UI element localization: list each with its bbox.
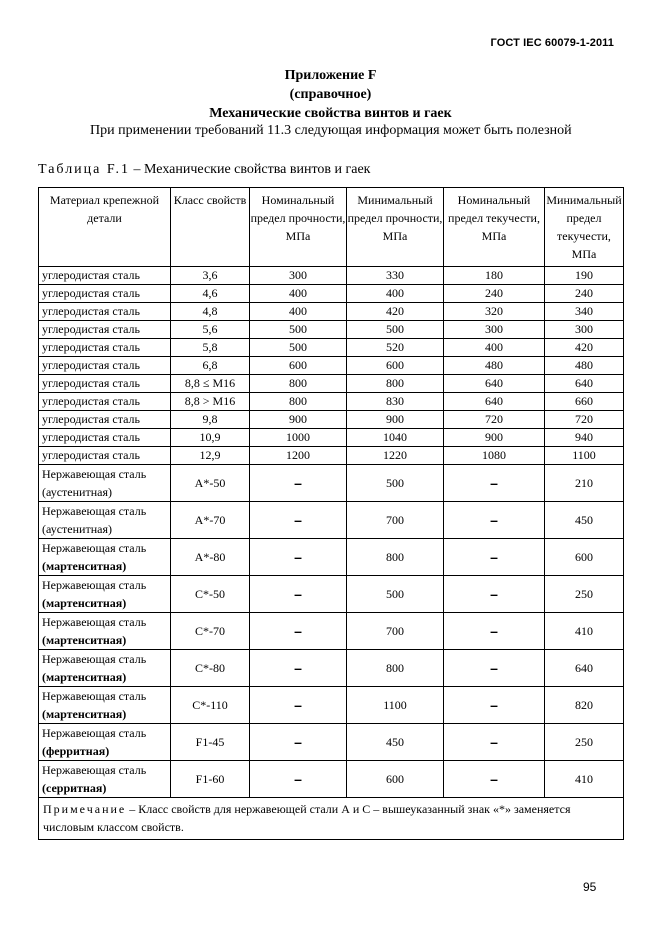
nominal-tensile-cell: 1200 [250, 447, 347, 465]
class-cell: С*-80 [171, 650, 250, 687]
min-yield-cell: 420 [545, 339, 624, 357]
nominal-yield-cell: – [444, 502, 545, 539]
min-tensile-cell: 1100 [347, 687, 444, 724]
material-line: Нержавеющая сталь [42, 763, 147, 777]
min-yield-cell: 640 [545, 650, 624, 687]
material-subtype: (ферритная) [42, 744, 110, 758]
material-line: Нержавеющая сталь [42, 652, 147, 666]
nominal-tensile-cell: – [250, 687, 347, 724]
class-cell: А*-80 [171, 539, 250, 576]
material-cell [39, 576, 171, 613]
min-tensile-cell: 700 [347, 502, 444, 539]
nominal-yield-cell: 480 [444, 357, 545, 375]
table-row [39, 375, 624, 393]
class-cell: 12,9 [171, 447, 250, 465]
table-row [39, 429, 624, 447]
table-row [39, 539, 624, 576]
mechanical-properties-table [38, 187, 624, 840]
annex-title: Приложение F [284, 68, 377, 83]
material-cell: углеродистая сталь [39, 285, 171, 303]
annex-kind: (справочное) [289, 87, 372, 102]
header-nominal-tensile: Номинальный предел прочности, МПа [250, 188, 347, 267]
material-cell: углеродистая сталь [39, 321, 171, 339]
min-yield-cell: 640 [545, 375, 624, 393]
nominal-yield-cell: 1080 [444, 447, 545, 465]
nominal-tensile-cell: – [250, 539, 347, 576]
table-row [39, 613, 624, 650]
nominal-yield-cell: – [444, 539, 545, 576]
nominal-tensile-cell: – [250, 650, 347, 687]
min-yield-cell: 660 [545, 393, 624, 411]
material-subtype: (аустенитная) [42, 485, 112, 499]
nominal-yield-cell: – [444, 576, 545, 613]
table-note [39, 798, 624, 840]
table-body [39, 267, 624, 798]
header-min-yield: Минимальный предел текучести, МПа [545, 188, 624, 267]
class-cell: 3,6 [171, 267, 250, 285]
nominal-tensile-cell: – [250, 724, 347, 761]
material-cell: углеродистая сталь [39, 339, 171, 357]
material-cell: углеродистая сталь [39, 393, 171, 411]
header-property-class: Класс свойств [171, 188, 250, 267]
min-tensile-cell: 400 [347, 285, 444, 303]
nominal-tensile-cell: 500 [250, 321, 347, 339]
annex-heading: Механические свойства винтов и гаек [209, 106, 452, 121]
material-cell: углеродистая сталь [39, 411, 171, 429]
nominal-tensile-cell: – [250, 613, 347, 650]
table-row [39, 411, 624, 429]
class-cell: 4,6 [171, 285, 250, 303]
table-row [39, 724, 624, 761]
material-line: Нержавеющая сталь [42, 578, 147, 592]
material-cell: углеродистая сталь [39, 429, 171, 447]
min-tensile-cell: 800 [347, 650, 444, 687]
nominal-tensile-cell: 1000 [250, 429, 347, 447]
table-row [39, 502, 624, 539]
class-cell: С*-110 [171, 687, 250, 724]
material-cell [39, 650, 171, 687]
intro-paragraph: При применении требований 11.3 следующая информация может быть полезной [90, 123, 572, 138]
min-yield-cell: 720 [545, 411, 624, 429]
min-tensile-cell: 1220 [347, 447, 444, 465]
min-tensile-cell: 800 [347, 375, 444, 393]
nominal-yield-cell: 400 [444, 339, 545, 357]
min-yield-cell: 250 [545, 576, 624, 613]
min-tensile-cell: 450 [347, 724, 444, 761]
material-cell [39, 465, 171, 502]
min-tensile-cell: 700 [347, 613, 444, 650]
nominal-tensile-cell: – [250, 761, 347, 798]
material-subtype: (мартенситная) [42, 707, 127, 721]
nominal-tensile-cell: 400 [250, 303, 347, 321]
table-caption-label: Таблица F.1 [38, 162, 131, 177]
nominal-tensile-cell: – [250, 465, 347, 502]
table-row [39, 357, 624, 375]
nominal-yield-cell: – [444, 761, 545, 798]
nominal-yield-cell: – [444, 724, 545, 761]
min-yield-cell: 820 [545, 687, 624, 724]
min-yield-cell: 250 [545, 724, 624, 761]
min-yield-cell: 300 [545, 321, 624, 339]
material-line: Нержавеющая сталь [42, 615, 147, 629]
table-row [39, 650, 624, 687]
material-subtype: (мартенситная) [42, 596, 127, 610]
nominal-tensile-cell: 500 [250, 339, 347, 357]
class-cell: 6,8 [171, 357, 250, 375]
class-cell: С*-50 [171, 576, 250, 613]
min-tensile-cell: 600 [347, 357, 444, 375]
nominal-tensile-cell: – [250, 576, 347, 613]
nominal-yield-cell: – [444, 613, 545, 650]
table-row [39, 321, 624, 339]
table-caption-text: – Механические свойства винтов и гаек [130, 162, 371, 177]
min-tensile-cell: 500 [347, 465, 444, 502]
min-yield-cell: 210 [545, 465, 624, 502]
document-code: ГОСТ IEC 60079-1-2011 [490, 37, 614, 49]
note-text: – Класс свойств для нержавеющей стали А и С – вышеуказанный знак «*» заменяется числовым классом свойств. [43, 802, 571, 834]
min-tensile-cell: 600 [347, 761, 444, 798]
material-cell: углеродистая сталь [39, 303, 171, 321]
class-cell: 8,8 > М16 [171, 393, 250, 411]
table-row [39, 761, 624, 798]
nominal-tensile-cell: 800 [250, 375, 347, 393]
min-tensile-cell: 330 [347, 267, 444, 285]
class-cell: 5,8 [171, 339, 250, 357]
nominal-yield-cell: 180 [444, 267, 545, 285]
nominal-tensile-cell: 900 [250, 411, 347, 429]
class-cell: С*-70 [171, 613, 250, 650]
class-cell: 4,8 [171, 303, 250, 321]
min-tensile-cell: 500 [347, 576, 444, 613]
class-cell: А*-50 [171, 465, 250, 502]
min-yield-cell: 450 [545, 502, 624, 539]
nominal-yield-cell: – [444, 687, 545, 724]
min-tensile-cell: 800 [347, 539, 444, 576]
material-line: Нержавеющая сталь [42, 504, 147, 518]
min-yield-cell: 410 [545, 613, 624, 650]
nominal-yield-cell: 320 [444, 303, 545, 321]
header-min-tensile: Минимальный предел прочности, МПа [347, 188, 444, 267]
nominal-yield-cell: 640 [444, 375, 545, 393]
class-cell: А*-70 [171, 502, 250, 539]
material-subtype: (аустенитная) [42, 522, 112, 536]
nominal-tensile-cell: 300 [250, 267, 347, 285]
min-yield-cell: 600 [545, 539, 624, 576]
table-row [39, 465, 624, 502]
material-cell [39, 539, 171, 576]
material-subtype: (мартенситная) [42, 633, 127, 647]
material-subtype: (мартенситная) [42, 559, 127, 573]
nominal-yield-cell: – [444, 650, 545, 687]
table-row [39, 393, 624, 411]
min-yield-cell: 340 [545, 303, 624, 321]
min-tensile-cell: 830 [347, 393, 444, 411]
table-row [39, 687, 624, 724]
class-cell: 9,8 [171, 411, 250, 429]
table-header-row [39, 188, 624, 267]
min-tensile-cell: 500 [347, 321, 444, 339]
page-number: 95 [583, 880, 597, 894]
nominal-tensile-cell: 800 [250, 393, 347, 411]
material-subtype: (мартенситная) [42, 670, 127, 684]
material-cell: углеродистая сталь [39, 375, 171, 393]
min-tensile-cell: 520 [347, 339, 444, 357]
header-nominal-yield: Номинальный предел текучести, МПа [444, 188, 545, 267]
class-cell: 10,9 [171, 429, 250, 447]
material-cell: углеродистая сталь [39, 267, 171, 285]
min-yield-cell: 410 [545, 761, 624, 798]
material-cell: углеродистая сталь [39, 357, 171, 375]
material-cell: углеродистая сталь [39, 447, 171, 465]
nominal-yield-cell: 720 [444, 411, 545, 429]
min-tensile-cell: 1040 [347, 429, 444, 447]
class-cell: F1-60 [171, 761, 250, 798]
min-yield-cell: 240 [545, 285, 624, 303]
table-row [39, 339, 624, 357]
table-row [39, 267, 624, 285]
table-row [39, 576, 624, 613]
material-line: Нержавеющая сталь [42, 541, 147, 555]
table-row [39, 285, 624, 303]
nominal-tensile-cell: 400 [250, 285, 347, 303]
note-label: Примечание [43, 802, 127, 816]
material-line: Нержавеющая сталь [42, 689, 147, 703]
min-yield-cell: 1100 [545, 447, 624, 465]
header-material: Материал крепежной детали [39, 188, 171, 267]
annex-title-block [0, 66, 661, 123]
material-cell [39, 687, 171, 724]
nominal-yield-cell: 640 [444, 393, 545, 411]
table-caption [38, 160, 370, 179]
material-subtype: (серритная) [42, 781, 107, 795]
material-cell [39, 502, 171, 539]
note-row [39, 798, 624, 840]
nominal-tensile-cell: 600 [250, 357, 347, 375]
class-cell: F1-45 [171, 724, 250, 761]
nominal-yield-cell: 300 [444, 321, 545, 339]
class-cell: 5,6 [171, 321, 250, 339]
nominal-tensile-cell: – [250, 502, 347, 539]
nominal-yield-cell: 900 [444, 429, 545, 447]
material-cell [39, 724, 171, 761]
min-yield-cell: 190 [545, 267, 624, 285]
nominal-yield-cell: 240 [444, 285, 545, 303]
material-line: Нержавеющая сталь [42, 726, 147, 740]
min-tensile-cell: 900 [347, 411, 444, 429]
min-yield-cell: 940 [545, 429, 624, 447]
table-row [39, 303, 624, 321]
material-cell [39, 761, 171, 798]
material-cell [39, 613, 171, 650]
nominal-yield-cell: – [444, 465, 545, 502]
class-cell: 8,8 ≤ М16 [171, 375, 250, 393]
material-line: Нержавеющая сталь [42, 467, 147, 481]
table-row [39, 447, 624, 465]
min-yield-cell: 480 [545, 357, 624, 375]
min-tensile-cell: 420 [347, 303, 444, 321]
